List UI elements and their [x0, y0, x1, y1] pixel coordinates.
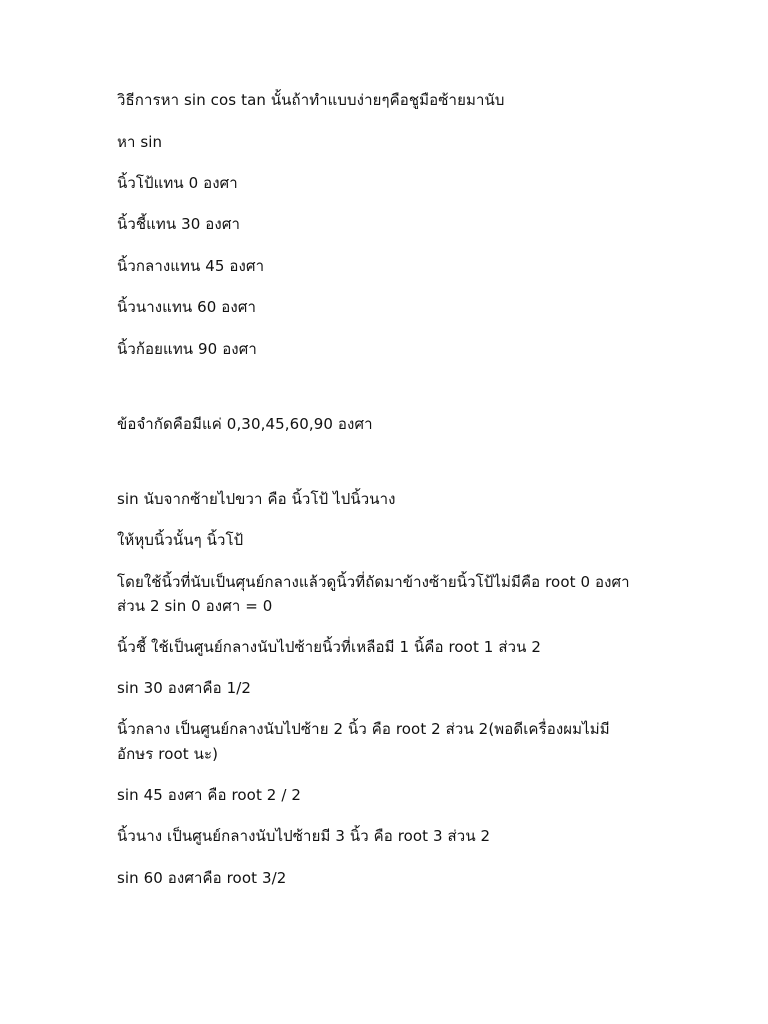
heading-find-sin: หา sin — [117, 133, 163, 151]
thumb-explanation-line-2: ส่วน 2 sin 0 องศา = 0 — [117, 597, 273, 615]
sin45-result-line: sin 45 องศา คือ root 2 / 2 — [117, 786, 301, 804]
thumb-explanation-line-1: โดยใช้นิ้วที่นับเป็นศุนย์กลางแล้วดูนิ้วที่ถัดมาข้างซ้ายนิ้วโป้ไม่มีคือ root 0 องศา — [117, 573, 630, 591]
sin60-result-line: sin 60 องศาคือ root 3/2 — [117, 869, 287, 887]
index-explanation-line: นิ้วชี้ ใช้เป็นศูนย์กลางนับไปซ้ายนิ้วที่เหลือมี 1 นิ้คือ root 1 ส่วน 2 — [117, 638, 541, 656]
sin-direction-line: sin นับจากซ้ายไปขวา คือ นิ้วโป้ ไปนิ้วนาง — [117, 490, 396, 508]
middle-explanation-line-2: อักษร root นะ) — [117, 745, 219, 763]
title-line: วิธีการหา sin cos tan นั้นถ้าทำแบบง่ายๆคือชูมือซ้ายมานับ — [117, 91, 505, 109]
fold-finger-line: ให้หุบนิ้วนั้นๆ นิ้วโป้ — [117, 531, 244, 549]
little-finger-line: นิ้วก้อยแทน 90 องศา — [117, 340, 257, 358]
ring-finger-line: นิ้วนางแทน 60 องศา — [117, 298, 256, 316]
sin30-result-line: sin 30 องศาคือ 1/2 — [117, 679, 252, 697]
middle-explanation-line-1: นิ้วกลาง เป็นศูนย์กลางนับไปซ้าย 2 นิ้ว คือ root 2 ส่วน 2(พอดีเครื่องผมไม่มี — [117, 720, 610, 738]
thumb-line: นิ้วโป้แทน 0 องศา — [117, 174, 238, 192]
ring-explanation-line: นิ้วนาง เป็นศูนย์กลางนับไปซ้ายมี 3 นิ้ว คือ root 3 ส่วน 2 — [117, 827, 491, 845]
limitation-line: ข้อจำกัดคือมีแค่ 0,30,45,60,90 องศา — [117, 415, 373, 433]
middle-finger-line: นิ้วกลางแทน 45 องศา — [117, 257, 265, 275]
index-finger-line: นิ้วชี้แทน 30 องศา — [117, 215, 240, 233]
